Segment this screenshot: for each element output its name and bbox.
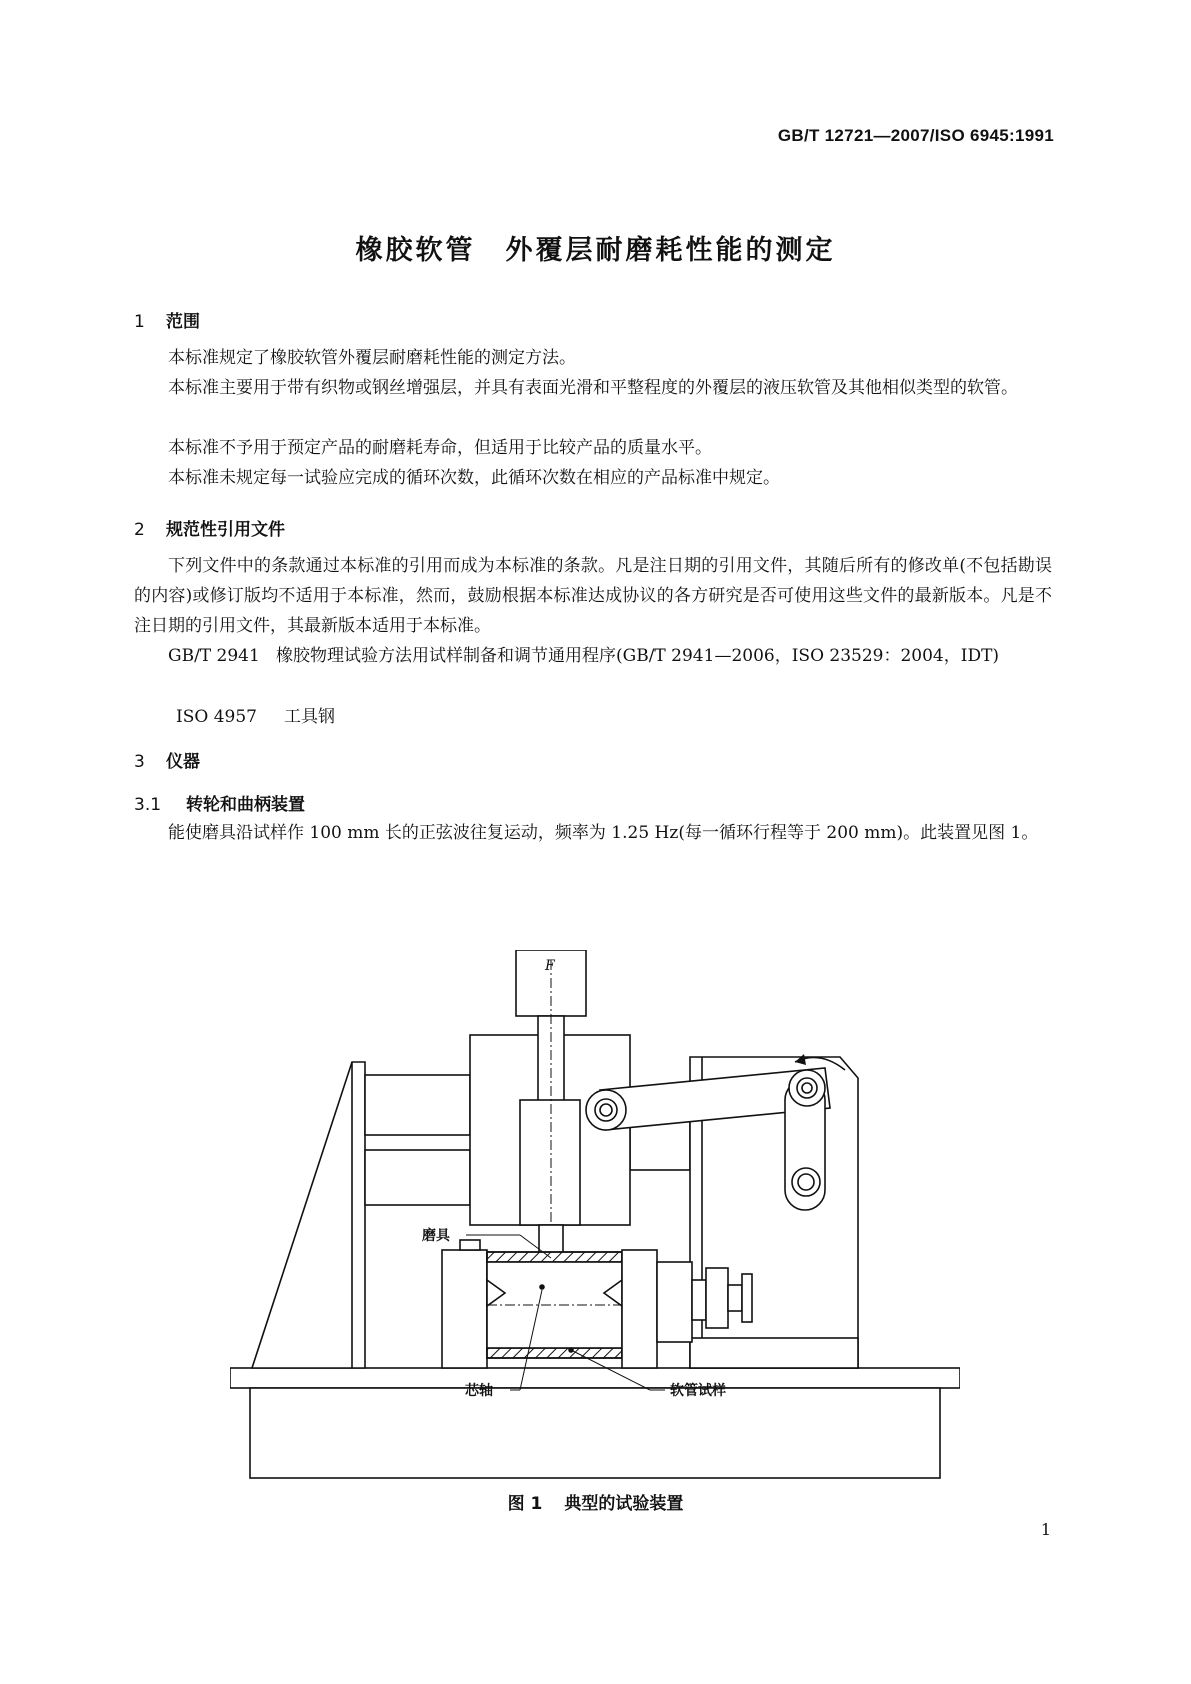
reference-code: ISO 4957	[176, 707, 257, 727]
base-body	[250, 1388, 940, 1478]
left-support-frame	[252, 1062, 365, 1368]
section-title: 规范性引用文件	[166, 520, 285, 540]
s1-paragraph-2: 本标准主要用于带有织物或钢丝增强层，并具有表面光滑和平整程度的外覆层的液压软管及其他相似类型的软管。	[168, 378, 1018, 398]
tailstock-adjuster	[706, 1268, 728, 1328]
specimen-right-clamp	[622, 1250, 657, 1368]
section-3-heading	[134, 747, 200, 772]
upper-guide-rail	[365, 1075, 470, 1135]
figure-1-apparatus-diagram	[230, 950, 960, 1480]
reference-code: GB/T 2941	[168, 646, 260, 666]
mandrel-center	[540, 1285, 544, 1289]
section-number: 3	[134, 752, 145, 772]
section-3-1-heading	[134, 790, 305, 815]
tool-holder	[520, 1100, 580, 1225]
reference-title: 橡胶物理试验方法用试样制备和调节通用程序(GB/T 2941—2006，ISO 23529：2004，IDT)	[276, 646, 1000, 666]
s2-intro-paragraph: 下列文件中的条款通过本标准的引用而成为本标准的条款。凡是注日期的引用文件，其随后所有的修改单(不包括勘误的内容)或修订版均不适用于本标准，然而，鼓励根据本标准达成协议的各方研究是否可使用这些文件的最新版本。凡是不注日期的引用文件，其最新版本适用于本标准。	[134, 556, 1052, 636]
lower-guide-rail	[365, 1150, 470, 1205]
figure-caption-text: 典型的试验装置	[564, 1494, 684, 1514]
s3-1-paragraph: 能使磨具沿试样作 100 mm 长的正弦波往复运动，频率为 1.25 Hz(每一循环行程等于 200 mm)。此装置见图 1。	[168, 823, 1039, 843]
base-plate	[230, 1368, 960, 1388]
section-1-heading	[134, 307, 200, 332]
s1-paragraph-1: 本标准规定了橡胶软管外覆层耐磨耗性能的测定方法。	[168, 348, 576, 368]
standard-code: GB/T 12721—2007/ISO 6945:1991	[777, 126, 1054, 145]
abrader-tool-body	[539, 1225, 563, 1255]
document-title: 橡胶软管 外覆层耐磨耗性能的测定	[355, 235, 836, 266]
abrader-label: 磨具	[422, 1228, 450, 1244]
subsection-title: 转轮和曲柄装置	[186, 795, 305, 815]
s1-paragraph-3: 本标准不予用于预定产品的耐磨耗寿命，但适用于比较产品的质量水平。	[168, 438, 712, 458]
section-title: 仪器	[166, 752, 200, 772]
reference-title: 工具钢	[284, 707, 335, 727]
section-title: 范围	[166, 312, 200, 332]
page-number: 1	[1040, 1520, 1051, 1539]
reference-iso-4957	[176, 702, 335, 727]
s1-paragraph-4: 本标准未规定每一试验应完成的循环次数，此循环次数在相应的产品标准中规定。	[168, 468, 780, 488]
figure-number: 图 1	[507, 1494, 543, 1514]
right-frame-foot	[690, 1338, 858, 1368]
mandrel-label: 芯轴	[465, 1383, 493, 1399]
reference-gbt-2941	[134, 641, 1052, 671]
subsection-number: 3.1	[134, 795, 162, 815]
section-number: 1	[134, 312, 145, 332]
section-2-heading	[134, 515, 285, 540]
specimen-left-clamp	[442, 1250, 487, 1368]
figure-1-caption	[0, 1489, 1191, 1514]
section-number: 2	[134, 520, 145, 540]
force-label: F	[545, 958, 555, 974]
hose-specimen-label: 软管试样	[670, 1383, 726, 1399]
